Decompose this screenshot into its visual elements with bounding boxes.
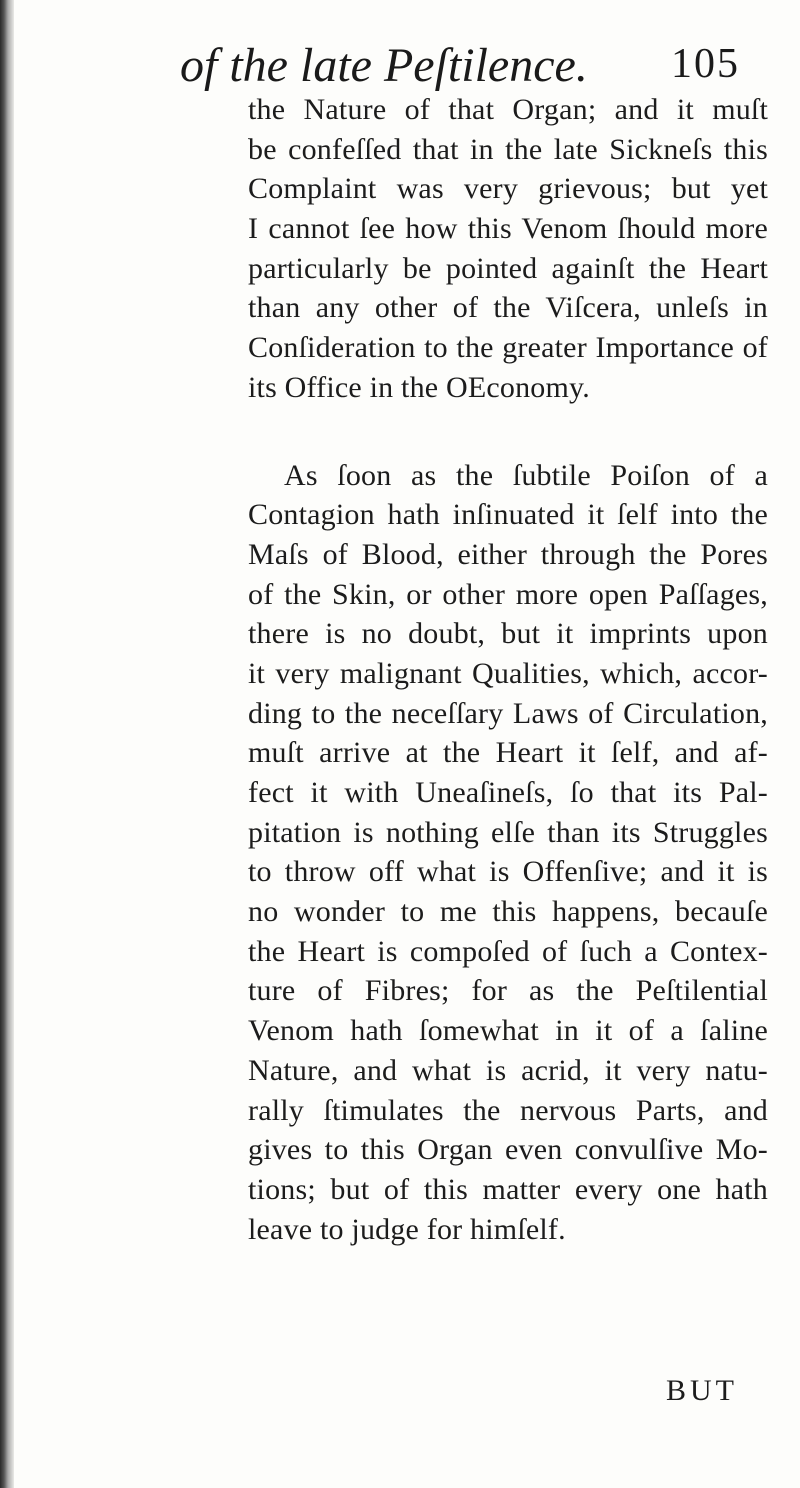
text-line: there is no doubt, but it imprints upon bbox=[248, 617, 768, 651]
catchword: BUT bbox=[666, 1374, 738, 1407]
text-line: ding to the neceſſary Laws of Circulation, bbox=[248, 696, 768, 730]
paragraph-2 bbox=[248, 456, 768, 1250]
text-line: leave to judge for himſelf. bbox=[248, 1212, 566, 1246]
text-line: fect it with Uneaſineſs, ſo that its Pal- bbox=[248, 776, 768, 809]
text-line: it very malignant Qualities, which, accor- bbox=[248, 656, 768, 690]
text-line: the Heart is compoſed of ſuch a Contex- bbox=[248, 934, 768, 968]
text-line: Maſs of Blood, either through the Pores bbox=[248, 537, 768, 571]
running-title: of the late Peſtilence. bbox=[180, 39, 588, 92]
page-number: 105 bbox=[671, 41, 740, 87]
text-line: be confeſſed that in the late Sickneſs this bbox=[248, 132, 768, 166]
text-line: no wonder to me this happens, becauſe bbox=[248, 895, 768, 929]
paragraph-1 bbox=[248, 90, 768, 408]
text-line: tions; but of this matter every one hath bbox=[248, 1172, 768, 1206]
text-line: ture of Fibres; for as the Peſtilential bbox=[248, 974, 768, 1008]
text-line: As ſoon as the ſubtile Poiſon of a bbox=[284, 458, 768, 492]
text-line: Venom hath ſomewhat in it of a ſaline bbox=[248, 1014, 768, 1048]
text-line: particularly be pointed againſt the Heart bbox=[248, 251, 768, 285]
text-line: muſt arrive at the Heart it ſelf, and af- bbox=[248, 736, 768, 770]
binding-gutter bbox=[0, 0, 14, 1488]
text-line: Complaint was very grievous; but yet bbox=[248, 172, 768, 206]
body-text bbox=[248, 90, 768, 1249]
text-line: pitation is nothing elſe than its Struggles bbox=[248, 815, 768, 849]
text-line: its Office in the OEconomy. bbox=[248, 370, 590, 404]
text-line: gives to this Organ even convulſive Mo- bbox=[248, 1133, 768, 1167]
running-head bbox=[180, 38, 740, 98]
text-line: of the Skin, or other more open Paſſages, bbox=[248, 577, 768, 611]
text-line: rally ſtimulates the nervous Parts, and bbox=[248, 1093, 768, 1127]
text-line: to throw off what is Offenſive; and it is bbox=[248, 855, 768, 889]
text-line: I cannot ſee how this Venom ſhould more bbox=[248, 212, 768, 246]
text-line: Conſideration to the greater Importance of bbox=[248, 331, 768, 365]
text-line: Contagion hath inſinuated it ſelf into the bbox=[248, 498, 768, 532]
text-line: the Nature of that Organ; and it muſt bbox=[248, 93, 768, 126]
text-line: Nature, and what is acrid, it very natu- bbox=[248, 1053, 768, 1087]
text-line: than any other of the Viſcera, unleſs in bbox=[248, 291, 768, 325]
paragraph-gap bbox=[248, 408, 768, 456]
